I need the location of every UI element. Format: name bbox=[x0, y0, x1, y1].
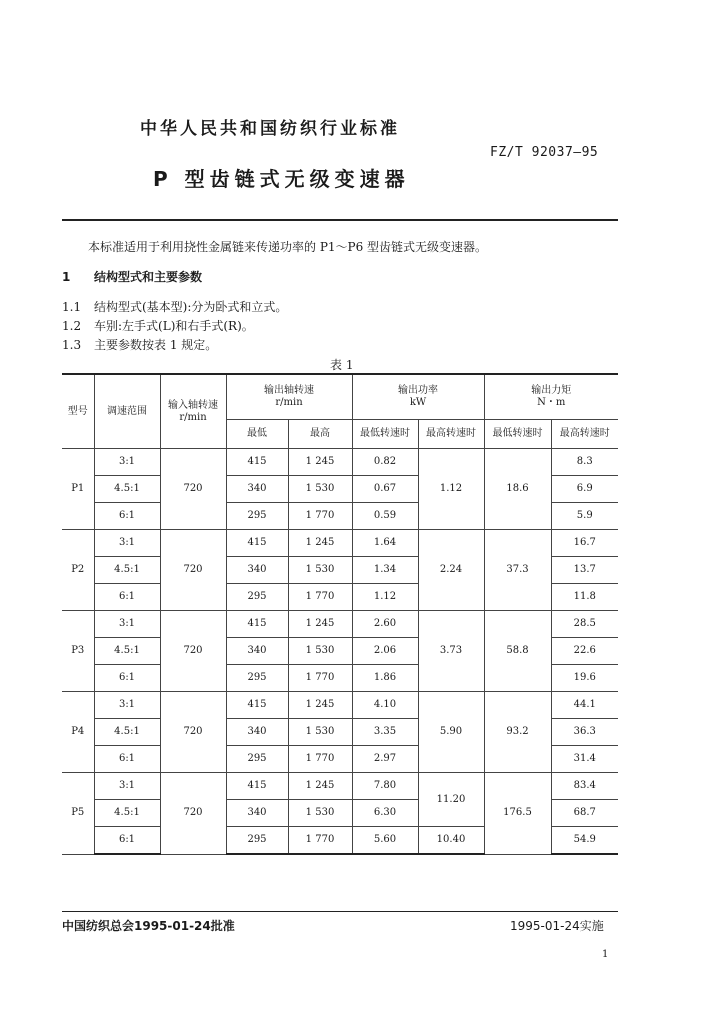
cell-power-at-highest: 1.12 bbox=[418, 449, 484, 530]
cell-torque-at-highest: 22.6 bbox=[551, 638, 618, 665]
cell-torque-at-highest: 28.5 bbox=[551, 611, 618, 638]
cell-torque-at-highest: 54.9 bbox=[551, 827, 618, 855]
cell-speed-range: 6:1 bbox=[94, 665, 160, 692]
section-heading bbox=[62, 268, 202, 285]
cell-torque-at-highest: 83.4 bbox=[551, 773, 618, 800]
cell-model: P1 bbox=[62, 449, 94, 530]
header-output-speed bbox=[226, 374, 352, 420]
header-speed-lowest: 最低 bbox=[226, 420, 288, 449]
cell-input-speed: 720 bbox=[160, 449, 226, 530]
cell-speed-lowest: 295 bbox=[226, 827, 288, 855]
header-torque-at-highest: 最高转速时 bbox=[551, 420, 618, 449]
cell-speed-highest: 1 245 bbox=[288, 692, 352, 719]
header-torque-at-lowest: 最低转速时 bbox=[484, 420, 551, 449]
cell-model: P2 bbox=[62, 530, 94, 611]
header-speed-highest: 最高 bbox=[288, 420, 352, 449]
clause-text: 主要参数按表 1 规定。 bbox=[94, 338, 218, 352]
cell-input-speed: 720 bbox=[160, 773, 226, 855]
cell-power-at-lowest: 0.82 bbox=[352, 449, 418, 476]
cell-torque-at-highest: 44.1 bbox=[551, 692, 618, 719]
header-output-speed-label: 输出轴转速 bbox=[264, 385, 314, 396]
cell-speed-lowest: 340 bbox=[226, 800, 288, 827]
cell-speed-lowest: 295 bbox=[226, 746, 288, 773]
header-output-speed-unit: r/min bbox=[275, 397, 303, 408]
cell-speed-range: 4.5:1 bbox=[94, 476, 160, 503]
section-number: 1 bbox=[62, 270, 71, 284]
cell-speed-lowest: 340 bbox=[226, 638, 288, 665]
cell-speed-lowest: 295 bbox=[226, 584, 288, 611]
clause-text: 车别:左手式(L)和右手式(R)。 bbox=[94, 319, 254, 333]
cell-power-at-highest: 5.90 bbox=[418, 692, 484, 773]
clause-1-3 bbox=[62, 336, 217, 353]
cell-speed-range: 3:1 bbox=[94, 611, 160, 638]
header-input-speed-unit: r/min bbox=[179, 411, 207, 423]
intro-paragraph: 本标准适用于利用挠性金属链来传递功率的 P1～P6 型齿链式无级变速器。 bbox=[88, 240, 488, 254]
cell-torque-at-highest: 68.7 bbox=[551, 800, 618, 827]
standard-code: FZ/T 92037—95 bbox=[490, 145, 599, 160]
clause-text: 结构型式(基本型):分为卧式和立式。 bbox=[94, 300, 288, 314]
cell-power-at-lowest: 2.06 bbox=[352, 638, 418, 665]
cell-power-at-highest: 2.24 bbox=[418, 530, 484, 611]
parameter-table bbox=[62, 373, 618, 855]
clause-number: 1.3 bbox=[62, 338, 82, 352]
cell-speed-highest: 1 530 bbox=[288, 719, 352, 746]
cell-speed-lowest: 415 bbox=[226, 530, 288, 557]
cell-speed-range: 3:1 bbox=[94, 773, 160, 800]
cell-speed-range: 4.5:1 bbox=[94, 557, 160, 584]
table-row bbox=[62, 611, 618, 638]
cell-torque-at-highest: 36.3 bbox=[551, 719, 618, 746]
table-row bbox=[62, 773, 618, 800]
cell-input-speed: 720 bbox=[160, 611, 226, 692]
cell-torque-at-lowest: 93.2 bbox=[484, 692, 551, 773]
cell-speed-lowest: 340 bbox=[226, 557, 288, 584]
header-output-torque bbox=[484, 374, 618, 420]
cell-speed-highest: 1 245 bbox=[288, 530, 352, 557]
cell-speed-highest: 1 530 bbox=[288, 800, 352, 827]
cell-model: P3 bbox=[62, 611, 94, 692]
cell-power-at-lowest: 5.60 bbox=[352, 827, 418, 855]
cell-speed-range: 3:1 bbox=[94, 692, 160, 719]
cell-speed-range: 6:1 bbox=[94, 503, 160, 530]
cell-speed-range: 6:1 bbox=[94, 746, 160, 773]
cell-power-at-lowest: 2.60 bbox=[352, 611, 418, 638]
cell-power-at-lowest: 0.67 bbox=[352, 476, 418, 503]
cell-torque-at-highest: 13.7 bbox=[551, 557, 618, 584]
cell-speed-highest: 1 770 bbox=[288, 746, 352, 773]
cell-speed-range: 3:1 bbox=[94, 530, 160, 557]
clause-1-2 bbox=[62, 317, 254, 334]
cell-power-at-highest: 3.73 bbox=[418, 611, 484, 692]
cell-speed-lowest: 340 bbox=[226, 719, 288, 746]
cell-speed-lowest: 415 bbox=[226, 773, 288, 800]
header-output-torque-unit: N・m bbox=[537, 397, 566, 408]
cell-power-at-highest: 11.20 bbox=[418, 773, 484, 827]
header-output-power-label: 输出功率 bbox=[398, 385, 438, 396]
header-power-at-highest: 最高转速时 bbox=[418, 420, 484, 449]
header-output-power-unit: kW bbox=[409, 397, 427, 408]
cell-input-speed: 720 bbox=[160, 530, 226, 611]
header-output-power bbox=[352, 374, 484, 420]
cell-power-at-lowest: 1.64 bbox=[352, 530, 418, 557]
implementation-note: 1995-01-24实施 bbox=[510, 919, 604, 933]
header-rule bbox=[62, 219, 618, 221]
cell-model: P5 bbox=[62, 773, 94, 855]
header-output-torque-label: 输出力矩 bbox=[531, 385, 572, 396]
cell-torque-at-lowest: 58.8 bbox=[484, 611, 551, 692]
cell-power-at-lowest: 0.59 bbox=[352, 503, 418, 530]
cell-speed-lowest: 415 bbox=[226, 611, 288, 638]
cell-input-speed: 720 bbox=[160, 692, 226, 773]
table-caption: 表 1 bbox=[330, 358, 354, 372]
table-row bbox=[62, 530, 618, 557]
footer-rule bbox=[62, 911, 618, 912]
cell-torque-at-lowest: 18.6 bbox=[484, 449, 551, 530]
cell-torque-at-highest: 16.7 bbox=[551, 530, 618, 557]
issuing-organization: 中华人民共和国纺织行业标准 bbox=[140, 119, 400, 139]
cell-speed-highest: 1 245 bbox=[288, 449, 352, 476]
cell-power-at-lowest: 1.34 bbox=[352, 557, 418, 584]
cell-torque-at-highest: 11.8 bbox=[551, 584, 618, 611]
header-input-speed bbox=[160, 374, 226, 449]
cell-power-at-lowest: 3.35 bbox=[352, 719, 418, 746]
cell-speed-range: 4.5:1 bbox=[94, 800, 160, 827]
cell-speed-range: 4.5:1 bbox=[94, 719, 160, 746]
header-speed-range: 调速范围 bbox=[94, 374, 160, 449]
section-title: 结构型式和主要参数 bbox=[94, 270, 203, 284]
cell-speed-range: 4.5:1 bbox=[94, 638, 160, 665]
cell-speed-lowest: 295 bbox=[226, 665, 288, 692]
cell-speed-range: 3:1 bbox=[94, 449, 160, 476]
cell-torque-at-highest: 31.4 bbox=[551, 746, 618, 773]
header-input-speed-label: 输入轴转速 bbox=[168, 399, 218, 411]
cell-speed-highest: 1 770 bbox=[288, 503, 352, 530]
cell-speed-highest: 1 770 bbox=[288, 665, 352, 692]
table-row bbox=[62, 692, 618, 719]
cell-power-at-lowest: 1.86 bbox=[352, 665, 418, 692]
cell-power-at-lowest: 1.12 bbox=[352, 584, 418, 611]
page-number: 1 bbox=[602, 949, 609, 960]
cell-power-at-lowest: 4.10 bbox=[352, 692, 418, 719]
cell-speed-highest: 1 770 bbox=[288, 584, 352, 611]
cell-power-at-lowest: 6.30 bbox=[352, 800, 418, 827]
cell-power-at-lowest: 2.97 bbox=[352, 746, 418, 773]
cell-speed-range: 6:1 bbox=[94, 584, 160, 611]
cell-torque-at-highest: 6.9 bbox=[551, 476, 618, 503]
cell-speed-lowest: 295 bbox=[226, 503, 288, 530]
cell-torque-at-lowest: 176.5 bbox=[484, 773, 551, 855]
cell-speed-highest: 1 245 bbox=[288, 611, 352, 638]
cell-speed-highest: 1 530 bbox=[288, 476, 352, 503]
clause-1-1 bbox=[62, 298, 287, 315]
cell-speed-lowest: 415 bbox=[226, 449, 288, 476]
header-power-at-lowest: 最低转速时 bbox=[352, 420, 418, 449]
cell-speed-highest: 1 245 bbox=[288, 773, 352, 800]
cell-speed-highest: 1 530 bbox=[288, 557, 352, 584]
cell-torque-at-highest: 5.9 bbox=[551, 503, 618, 530]
cell-power-at-highest: 10.40 bbox=[418, 827, 484, 855]
approval-note: 中国纺织总会1995-01-24批准 bbox=[62, 919, 235, 933]
cell-model: P4 bbox=[62, 692, 94, 773]
cell-torque-at-lowest: 37.3 bbox=[484, 530, 551, 611]
clause-number: 1.2 bbox=[62, 319, 82, 333]
cell-speed-highest: 1 770 bbox=[288, 827, 352, 855]
table-row bbox=[62, 449, 618, 476]
clause-number: 1.1 bbox=[62, 300, 82, 314]
cell-torque-at-highest: 8.3 bbox=[551, 449, 618, 476]
cell-speed-lowest: 340 bbox=[226, 476, 288, 503]
document-title: P 型齿链式无级变速器 bbox=[153, 167, 410, 191]
cell-power-at-lowest: 7.80 bbox=[352, 773, 418, 800]
cell-speed-highest: 1 530 bbox=[288, 638, 352, 665]
cell-speed-range: 6:1 bbox=[94, 827, 160, 855]
cell-torque-at-highest: 19.6 bbox=[551, 665, 618, 692]
header-model: 型号 bbox=[62, 374, 94, 449]
cell-speed-lowest: 415 bbox=[226, 692, 288, 719]
